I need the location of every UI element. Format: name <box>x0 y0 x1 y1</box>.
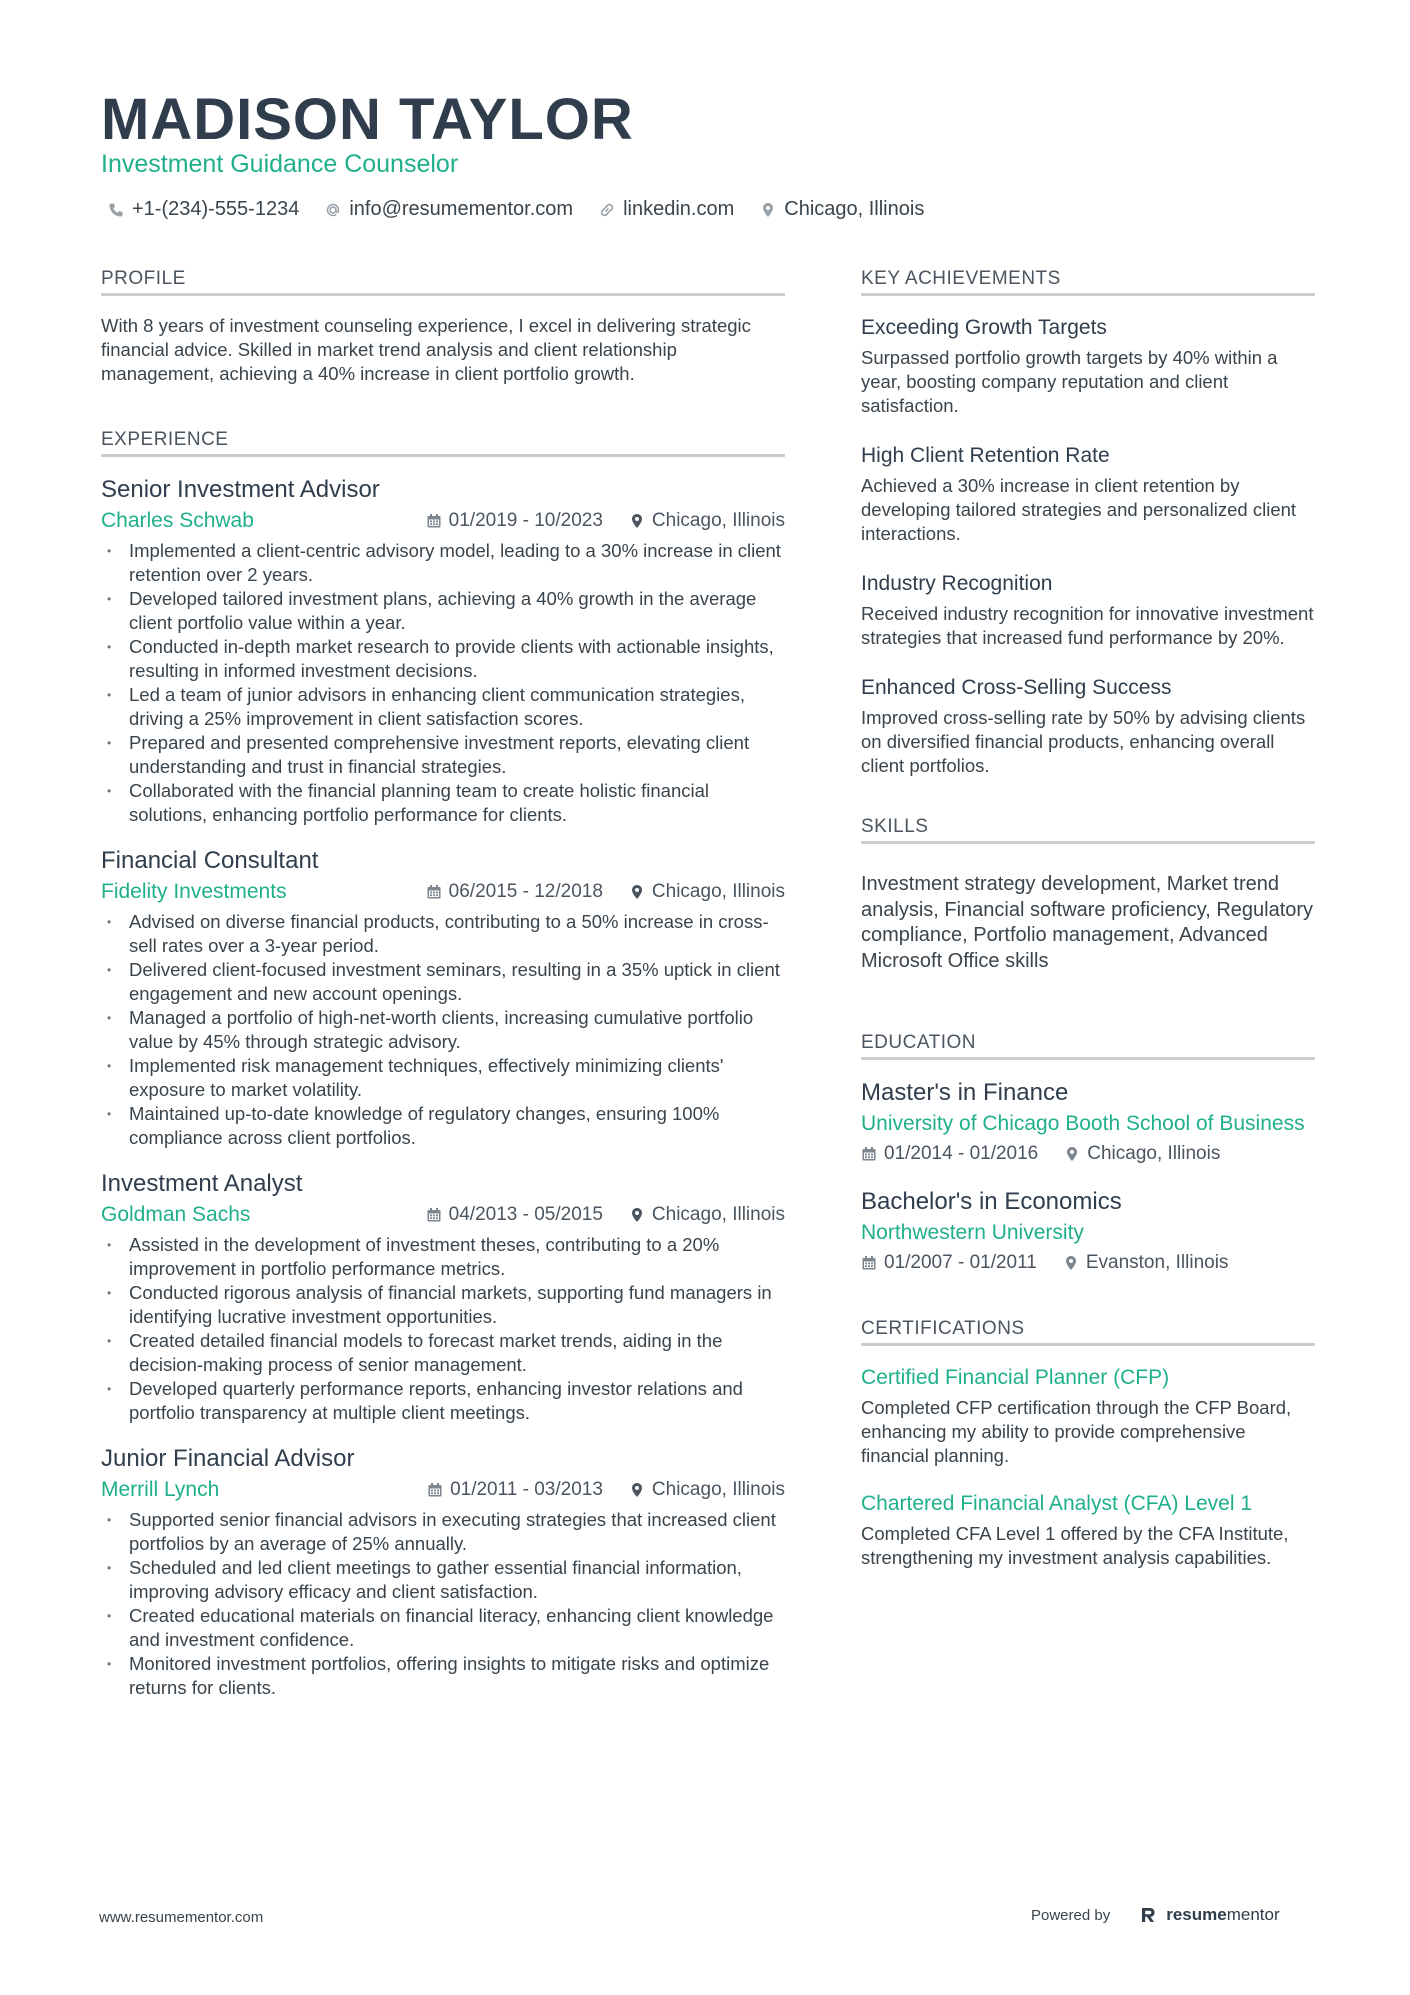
job-dates <box>426 1204 603 1226</box>
contact-email[interactable] <box>325 198 573 221</box>
job-dates-text: 01/2019 - 10/2023 <box>448 510 603 531</box>
job-location-text: Chicago, Illinois <box>651 1479 785 1500</box>
job-title: Financial Consultant <box>101 847 319 874</box>
link-icon <box>599 202 615 218</box>
brand-wordmark-bold: resume <box>1166 1905 1227 1924</box>
profile-heading: PROFILE <box>101 268 785 296</box>
job-bullet: • Monitored investment portfolios, offering insights to mitigate risks and optimize returns for clients. <box>101 1652 785 1700</box>
job-location-text: Chicago, Illinois <box>651 510 785 531</box>
education-location <box>1064 1143 1220 1165</box>
location-pin-icon <box>1064 1146 1080 1162</box>
education-school: University of Chicago Booth School of Business <box>861 1112 1305 1135</box>
job-entry <box>101 1169 785 1425</box>
certifications-heading: CERTIFICATIONS <box>861 1318 1315 1346</box>
job-company: Merrill Lynch <box>101 1478 220 1501</box>
job-bullet: • Collaborated with the financial planning team to create holistic financial solutions, enhancing portfolio performance for clients. <box>101 779 785 827</box>
job-bullet: • Managed a portfolio of high-net-worth clients, increasing cumulative portfolio value by 45% through strategic advisory. <box>101 1006 785 1054</box>
candidate-title: Investment Guidance Counselor <box>101 150 459 178</box>
location-pin-icon <box>629 1482 645 1498</box>
achievement-title: Exceeding Growth Targets <box>861 316 1107 339</box>
education-dates <box>861 1143 1038 1165</box>
job-bullet: • Developed quarterly performance reports, enhancing investor relations and portfolio transparency at multiple client meetings. <box>101 1377 785 1425</box>
job-bullet: • Maintained up-to-date knowledge of regulatory changes, ensuring 100% compliance across client portfolios. <box>101 1102 785 1150</box>
job-meta <box>101 509 785 533</box>
profile-text: With 8 years of investment counseling experience, I excel in delivering strategic financial advice. Skilled in market trend analysis and client relationship management, achieving a 40% increase in client portfolio growth. <box>101 315 751 384</box>
job-bullets <box>101 539 785 827</box>
job-bullet: • Created detailed financial models to forecast market trends, aiding in the decision-making process of senior management. <box>101 1329 785 1377</box>
job-meta <box>101 880 785 904</box>
achievement-item <box>861 570 1315 650</box>
achievement-text: Achieved a 30% increase in client retention by developing tailored strategies and personalized client interactions. <box>861 475 1297 544</box>
job-bullet: • Advised on diverse financial products, contributing to a 50% increase in cross-sell rates over a 3-year period. <box>101 910 785 958</box>
contact-linkedin[interactable] <box>599 198 734 221</box>
job-bullet: • Created educational materials on financial literacy, enhancing client knowledge and investment confidence. <box>101 1604 785 1652</box>
job-entry <box>101 1444 785 1700</box>
candidate-name: MADISON TAYLOR <box>101 87 634 152</box>
education-dates-text: 01/2007 - 01/2011 <box>884 1252 1037 1273</box>
job-bullet: • Conducted in-depth market research to provide clients with actionable insights, resulting in informed investment decisions. <box>101 635 785 683</box>
education-item <box>861 1187 1315 1274</box>
job-company: Charles Schwab <box>101 509 254 532</box>
location-pin-icon <box>629 884 645 900</box>
achievements-heading: KEY ACHIEVEMENTS <box>861 268 1315 296</box>
education-location-text: Chicago, Illinois <box>1087 1143 1221 1164</box>
job-meta <box>101 1203 785 1227</box>
job-bullet: • Scheduled and led client meetings to gather essential financial information, improving advisory efficacy and client satisfaction. <box>101 1556 785 1604</box>
contact-linkedin-text: linkedin.com <box>623 198 735 220</box>
job-bullets <box>101 1233 785 1425</box>
education-school: Northwestern University <box>861 1221 1084 1244</box>
job-title: Investment Analyst <box>101 1170 303 1197</box>
job-bullet: • Implemented risk management techniques, effectively minimizing clients' exposure to market volatility. <box>101 1054 785 1102</box>
achievement-title: Industry Recognition <box>861 572 1053 595</box>
resumementor-logo-icon <box>1140 1906 1156 1924</box>
education-dates-text: 01/2014 - 01/2016 <box>884 1143 1039 1164</box>
calendar-icon <box>426 884 442 900</box>
calendar-icon <box>861 1255 877 1271</box>
job-bullets <box>101 1508 785 1700</box>
achievement-item <box>861 674 1315 778</box>
job-bullets <box>101 910 785 1150</box>
location-pin-icon <box>1063 1255 1079 1271</box>
education-location <box>1063 1252 1229 1274</box>
achievement-text: Surpassed portfolio growth targets by 40% within a year, boosting company reputation and client satisfaction. <box>861 347 1278 416</box>
job-location <box>629 510 785 532</box>
skills-heading: SKILLS <box>861 816 1315 844</box>
certification-item <box>861 1364 1315 1468</box>
education-location-text: Evanston, Illinois <box>1085 1252 1229 1273</box>
certification-name: Certified Financial Planner (CFP) <box>861 1366 1170 1389</box>
job-dates <box>426 510 603 532</box>
brand-wordmark-rest: mentor <box>1226 1905 1280 1924</box>
education-dates <box>861 1252 1037 1274</box>
education-item <box>861 1078 1315 1165</box>
education-meta <box>861 1143 1315 1165</box>
job-bullet: • Led a team of junior advisors in enhancing client communication strategies, driving a 25% improvement in client satisfaction scores. <box>101 683 785 731</box>
achievement-item <box>861 314 1315 418</box>
job-bullet: • Conducted rigorous analysis of financial markets, supporting fund managers in identifying lucrative investment opportunities. <box>101 1281 785 1329</box>
job-bullet: • Assisted in the development of investment theses, contributing to a 20% improvement in portfolio performance metrics. <box>101 1233 785 1281</box>
certification-text: Completed CFA Level 1 offered by the CFA Institute, strengthening my investment analysis capabilities. <box>861 1523 1289 1568</box>
experience-heading: EXPERIENCE <box>101 429 785 457</box>
achievement-title: High Client Retention Rate <box>861 444 1110 467</box>
job-bullet: • Implemented a client-centric advisory model, leading to a 30% increase in client retention over 2 years. <box>101 539 785 587</box>
job-entry <box>101 846 785 1150</box>
location-pin-icon <box>629 513 645 529</box>
job-bullet: • Delivered client-focused investment seminars, resulting in a 35% uptick in client engagement and new account openings. <box>101 958 785 1006</box>
certification-item <box>861 1490 1315 1570</box>
education-meta <box>861 1252 1315 1274</box>
calendar-icon <box>426 1207 442 1223</box>
footer-brand <box>1031 1905 1280 1925</box>
contact-location <box>760 198 924 221</box>
education-heading: EDUCATION <box>861 1032 1315 1060</box>
calendar-icon <box>861 1146 877 1162</box>
brand-wordmark <box>1166 1905 1279 1925</box>
job-location-text: Chicago, Illinois <box>651 881 785 902</box>
right-column <box>861 268 1315 1592</box>
achievement-item <box>861 442 1315 546</box>
contact-location-text: Chicago, Illinois <box>784 198 925 220</box>
education-degree: Master's in Finance <box>861 1079 1069 1106</box>
left-column <box>101 268 785 1719</box>
powered-by-label: Powered by <box>1031 1906 1111 1924</box>
certification-name: Chartered Financial Analyst (CFA) Level 1 <box>861 1492 1253 1515</box>
job-dates-text: 06/2015 - 12/2018 <box>448 881 603 902</box>
phone-icon <box>108 202 124 218</box>
job-dates-text: 04/2013 - 05/2015 <box>448 1204 603 1225</box>
location-pin-icon <box>629 1207 645 1223</box>
calendar-icon <box>426 513 442 529</box>
job-location-text: Chicago, Illinois <box>651 1204 785 1225</box>
job-bullet: • Prepared and presented comprehensive investment reports, elevating client understanding and trust in financial strategies. <box>101 731 785 779</box>
skills-text: Investment strategy development, Market trend analysis, Financial software proficiency, Regulatory compliance, Portfolio management, Advanced Microsoft Office skills <box>861 873 1314 972</box>
job-dates <box>426 881 603 903</box>
job-dates <box>427 1479 603 1501</box>
education-degree: Bachelor's in Economics <box>861 1188 1122 1215</box>
achievement-text: Improved cross-selling rate by 50% by advising clients on diversified financial products, enhancing overall client portfolios. <box>861 707 1306 776</box>
location-pin-icon <box>760 202 776 218</box>
job-entry <box>101 475 785 827</box>
achievement-text: Received industry recognition for innovative investment strategies that increased fund performance by 20%. <box>861 603 1314 648</box>
job-meta <box>101 1478 785 1502</box>
job-location <box>629 1479 785 1501</box>
job-title: Junior Financial Advisor <box>101 1445 355 1472</box>
job-dates-text: 01/2011 - 03/2013 <box>450 1479 603 1500</box>
job-bullet: • Supported senior financial advisors in executing strategies that increased client portfolios by an average of 25% annually. <box>101 1508 785 1556</box>
certification-text: Completed CFP certification through the CFP Board, enhancing my ability to provide comprehensive financial planning. <box>861 1397 1292 1466</box>
job-company: Goldman Sachs <box>101 1203 251 1226</box>
achievement-title: Enhanced Cross-Selling Success <box>861 676 1172 699</box>
contact-email-text: info@resumementor.com <box>349 198 574 220</box>
contact-phone[interactable] <box>108 198 299 221</box>
job-bullet: • Developed tailored investment plans, achieving a 40% growth in the average client portfolio value within a year. <box>101 587 785 635</box>
job-location <box>629 1204 785 1226</box>
contact-bar <box>108 198 924 221</box>
at-icon <box>325 202 341 218</box>
job-location <box>629 881 785 903</box>
footer-url[interactable]: www.resumementor.com <box>99 1909 264 1926</box>
job-title: Senior Investment Advisor <box>101 476 380 503</box>
calendar-icon <box>427 1482 443 1498</box>
contact-phone-text: +1-(234)-555-1234 <box>132 198 300 220</box>
job-company: Fidelity Investments <box>101 880 287 903</box>
